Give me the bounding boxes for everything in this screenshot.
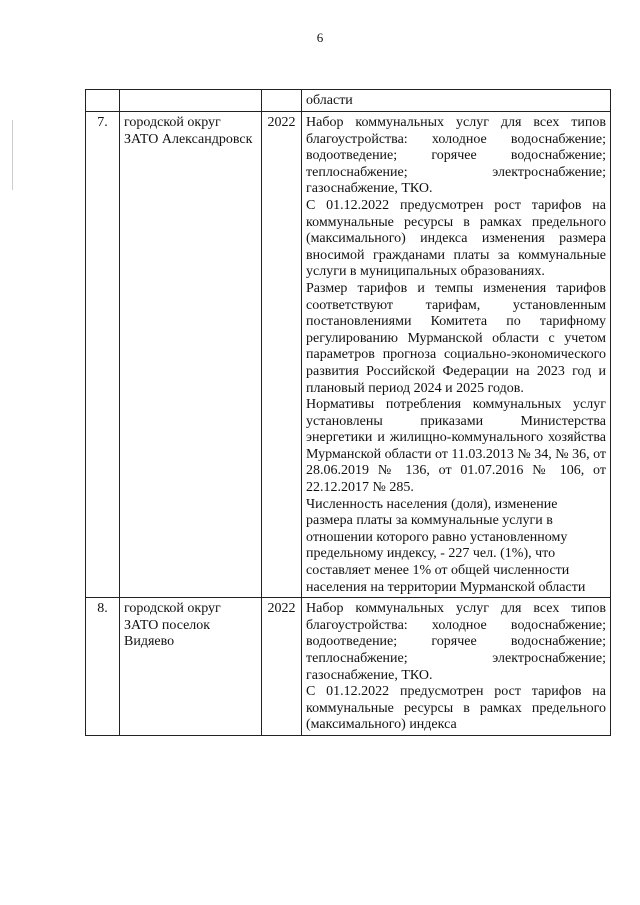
municipality-cell [120, 90, 262, 112]
row-number-cell: 7. [86, 112, 120, 598]
municipality-cell: городской округ ЗАТО поселок Видяево [120, 598, 262, 736]
description-cell [302, 112, 611, 598]
year-cell: 2022 [262, 598, 302, 736]
description-paragraph: Набор коммунальных услуг для всех типов благоустройства: холодное водоснабжение; водоотведение; горячее водоснабжение; теплоснабжение; электроснабжение; газоснабжение, ТКО. [306, 115, 606, 197]
row-number-cell [86, 90, 120, 112]
year-cell: 2022 [262, 112, 302, 598]
description-paragraph: Размер тарифов и темпы изменения тарифов соответствуют тарифам, установленным постановлениями Комитета по тарифному регулированию Мурманской области с учетом параметров прогноза социально-экономического развития Российской Федерации на 2023 год и плановый период 2024 и 2025 годов. [306, 280, 606, 396]
description-paragraph: Набор коммунальных услуг для всех типов благоустройства: холодное водоснабжение; водоотведение; горячее водоснабжение; теплоснабжение; электроснабжение; газоснабжение, ТКО. [306, 601, 606, 683]
row-number-cell: 8. [86, 598, 120, 736]
tariff-table [85, 89, 611, 736]
description-paragraph: Численность населения (доля), изменение размера платы за коммунальные услуги в отношении которого равно установленному предельному индексу, - 227 чел. (1%), что составляет менее 1% от общей численности населения на территории Мурманской области [306, 496, 586, 595]
year-cell [262, 90, 302, 112]
description-paragraph: Нормативы потребления коммунальных услуг установлены приказами Министерства энергетики и жилищно-коммунального хозяйства Мурманской области от 11.03.2013 № 34, № 36, от 28.06.2019 № 136, от 01.07.2016 № 106, от 22.12.2017 № 285. [306, 397, 607, 496]
table-row [86, 90, 611, 112]
table-row [86, 112, 611, 598]
table-row [86, 598, 611, 736]
description-cell [302, 90, 611, 112]
description-paragraph: области [306, 93, 353, 108]
page-number: 6 [316, 30, 324, 45]
description-cell [302, 598, 611, 736]
scan-margin-mark [12, 120, 13, 190]
municipality-cell: городской округ ЗАТО Александровск [120, 112, 262, 598]
description-paragraph: С 01.12.2022 предусмотрен рост тарифов на коммунальные ресурсы в рамках предельного (максимального) индекса изменения размера вносимой гражданами платы за коммунальные услуги в муниципальных образованиях. [306, 197, 606, 280]
description-paragraph: С 01.12.2022 предусмотрен рост тарифов на коммунальные ресурсы в рамках предельного (максимального) индекса [306, 684, 606, 733]
